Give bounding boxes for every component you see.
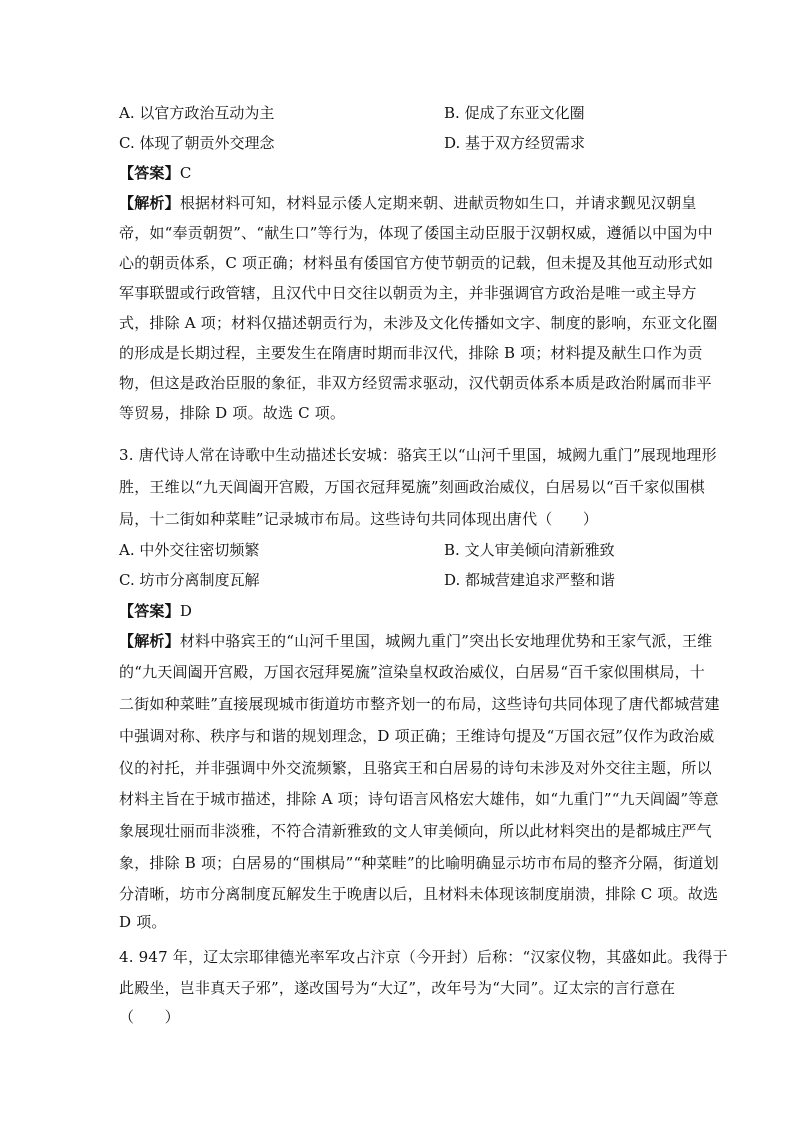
- q3-stem-line: 3. 唐代诗人常在诗歌中生动描述长安城：骆宾王以“山河千里国，城阙九重门”展现地理形: [119, 446, 717, 464]
- q2-analysis-line: 帝，如“奉贡朝贺”、“献生口”等行为，体现了倭国主动臣服于汉朝权威，遵循以中国为中: [119, 224, 713, 242]
- q3-option-b: B. 文人审美倾向清新雅致: [444, 541, 615, 559]
- q2-option-a: A. 以官方政治互动为主: [119, 104, 275, 122]
- q3-option-a: A. 中外交往密切频繁: [119, 541, 260, 559]
- q2-analysis-line: 心的朝贡体系，C 项正确；材料虽有倭国官方使节朝贡的记载，但未提及其他互动形式如: [119, 254, 714, 272]
- q3-stem-line: 局，十二街如种菜畦”记录城市布局。这些诗句共同体现出唐代（ ）: [119, 510, 599, 528]
- q2-answer: 【答案】C: [119, 164, 192, 182]
- q3-analysis-line: 【解析】材料中骆宾王的“山河千里国，城阙九重门”突出长安地理优势和王家气派，王维: [119, 632, 713, 650]
- q3-option-d: D. 都城营建追求严整和谐: [444, 571, 616, 589]
- q2-analysis-line: 【解析】根据材料可知，材料显示倭人定期来朝、进献贡物如生口，并请求觐见汉朝皇: [119, 194, 697, 212]
- q3-option-c: C. 坊市分离制度瓦解: [119, 571, 260, 589]
- q3-analysis-line: 二街如种菜畦”直接展现城市街道坊市整齐划一的布局，这些诗句共同体现了唐代都城营建: [119, 695, 720, 713]
- q3-analysis-line: D 项。: [119, 913, 167, 931]
- q3-analysis-line: 材料主旨在于城市描述，排除 A 项；诗句语言风格宏大雄伟，如“九重门”“九天阊阖”等意: [119, 790, 719, 808]
- q2-option-d: D. 基于双方经贸需求: [444, 134, 586, 152]
- q3-analysis-line: 中强调对称、秩序与和谐的规划理念，D 项正确；王维诗句提及“万国衣冠”仅作为政治威: [119, 727, 715, 745]
- q2-analysis-line: 军事联盟或行政管辖，且汉代中日交往以朝贡为主，并非强调官方政治是唯一或主导方: [119, 284, 697, 302]
- q2-analysis-line: 的形成是长期过程，主要发生在隋唐时期而非汉代，排除 B 项；材料提及献生口作为贡: [119, 344, 703, 362]
- q3-analysis-line: 象展现壮丽而非淡雅，不符合清新雅致的文人审美倾向，所以此材料突出的是都城庄严气: [119, 822, 712, 840]
- q3-analysis-line: 仪的衬托，并非强调中外交流频繁，且骆宾王和白居易的诗句未涉及对外交往主题，所以: [119, 759, 712, 777]
- q4-stem-line: 4. 947 年，辽太宗耶律德光率军攻占汴京（今开封）后称：“汉家仪物，其盛如此。我得于: [119, 948, 728, 966]
- q3-analysis-line: 的“九天阊阖开宫殿，万国衣冠拜冕旒”渲染皇权政治威仪，白居易“百千家似围棋局，十: [119, 663, 706, 681]
- q2-option-b: B. 促成了东亚文化圈: [444, 104, 585, 122]
- q4-stem-line: （ ）: [119, 1008, 180, 1026]
- q2-analysis-line: 物，但这是政治臣服的象征，非双方经贸需求驱动，汉代朝贡体系本质是政治附属而非平: [119, 374, 712, 392]
- q2-option-c: C. 体现了朝贡外交理念: [119, 134, 275, 152]
- q3-analysis-line: 分清晰，坊市分离制度瓦解发生于晚唐以后，且材料未体现该制度崩溃，排除 C 项。故选: [119, 885, 719, 903]
- q4-stem-line: 此殿坐，岂非真天子邪”，遂改国号为“大辽”，改年号为“大同”。辽太宗的言行意在: [119, 979, 676, 997]
- q3-analysis-line: 象，排除 B 项；白居易的“围棋局”“种菜畦”的比喻明确显示坊市布局的整齐分隔，街道划: [119, 854, 719, 872]
- q3-stem-line: 胜，王维以“九天阊阖开宫殿，万国衣冠拜冕旒”刻画政治威仪，白居易以“百千家似围棋: [119, 478, 706, 496]
- q2-analysis-line: 式，排除 A 项；材料仅描述朝贡行为，未涉及文化传播如文字、制度的影响，东亚文化圈: [119, 314, 718, 332]
- q3-answer: 【答案】D: [119, 602, 193, 620]
- q2-analysis-line: 等贸易，排除 D 项。故选 C 项。: [119, 404, 346, 422]
